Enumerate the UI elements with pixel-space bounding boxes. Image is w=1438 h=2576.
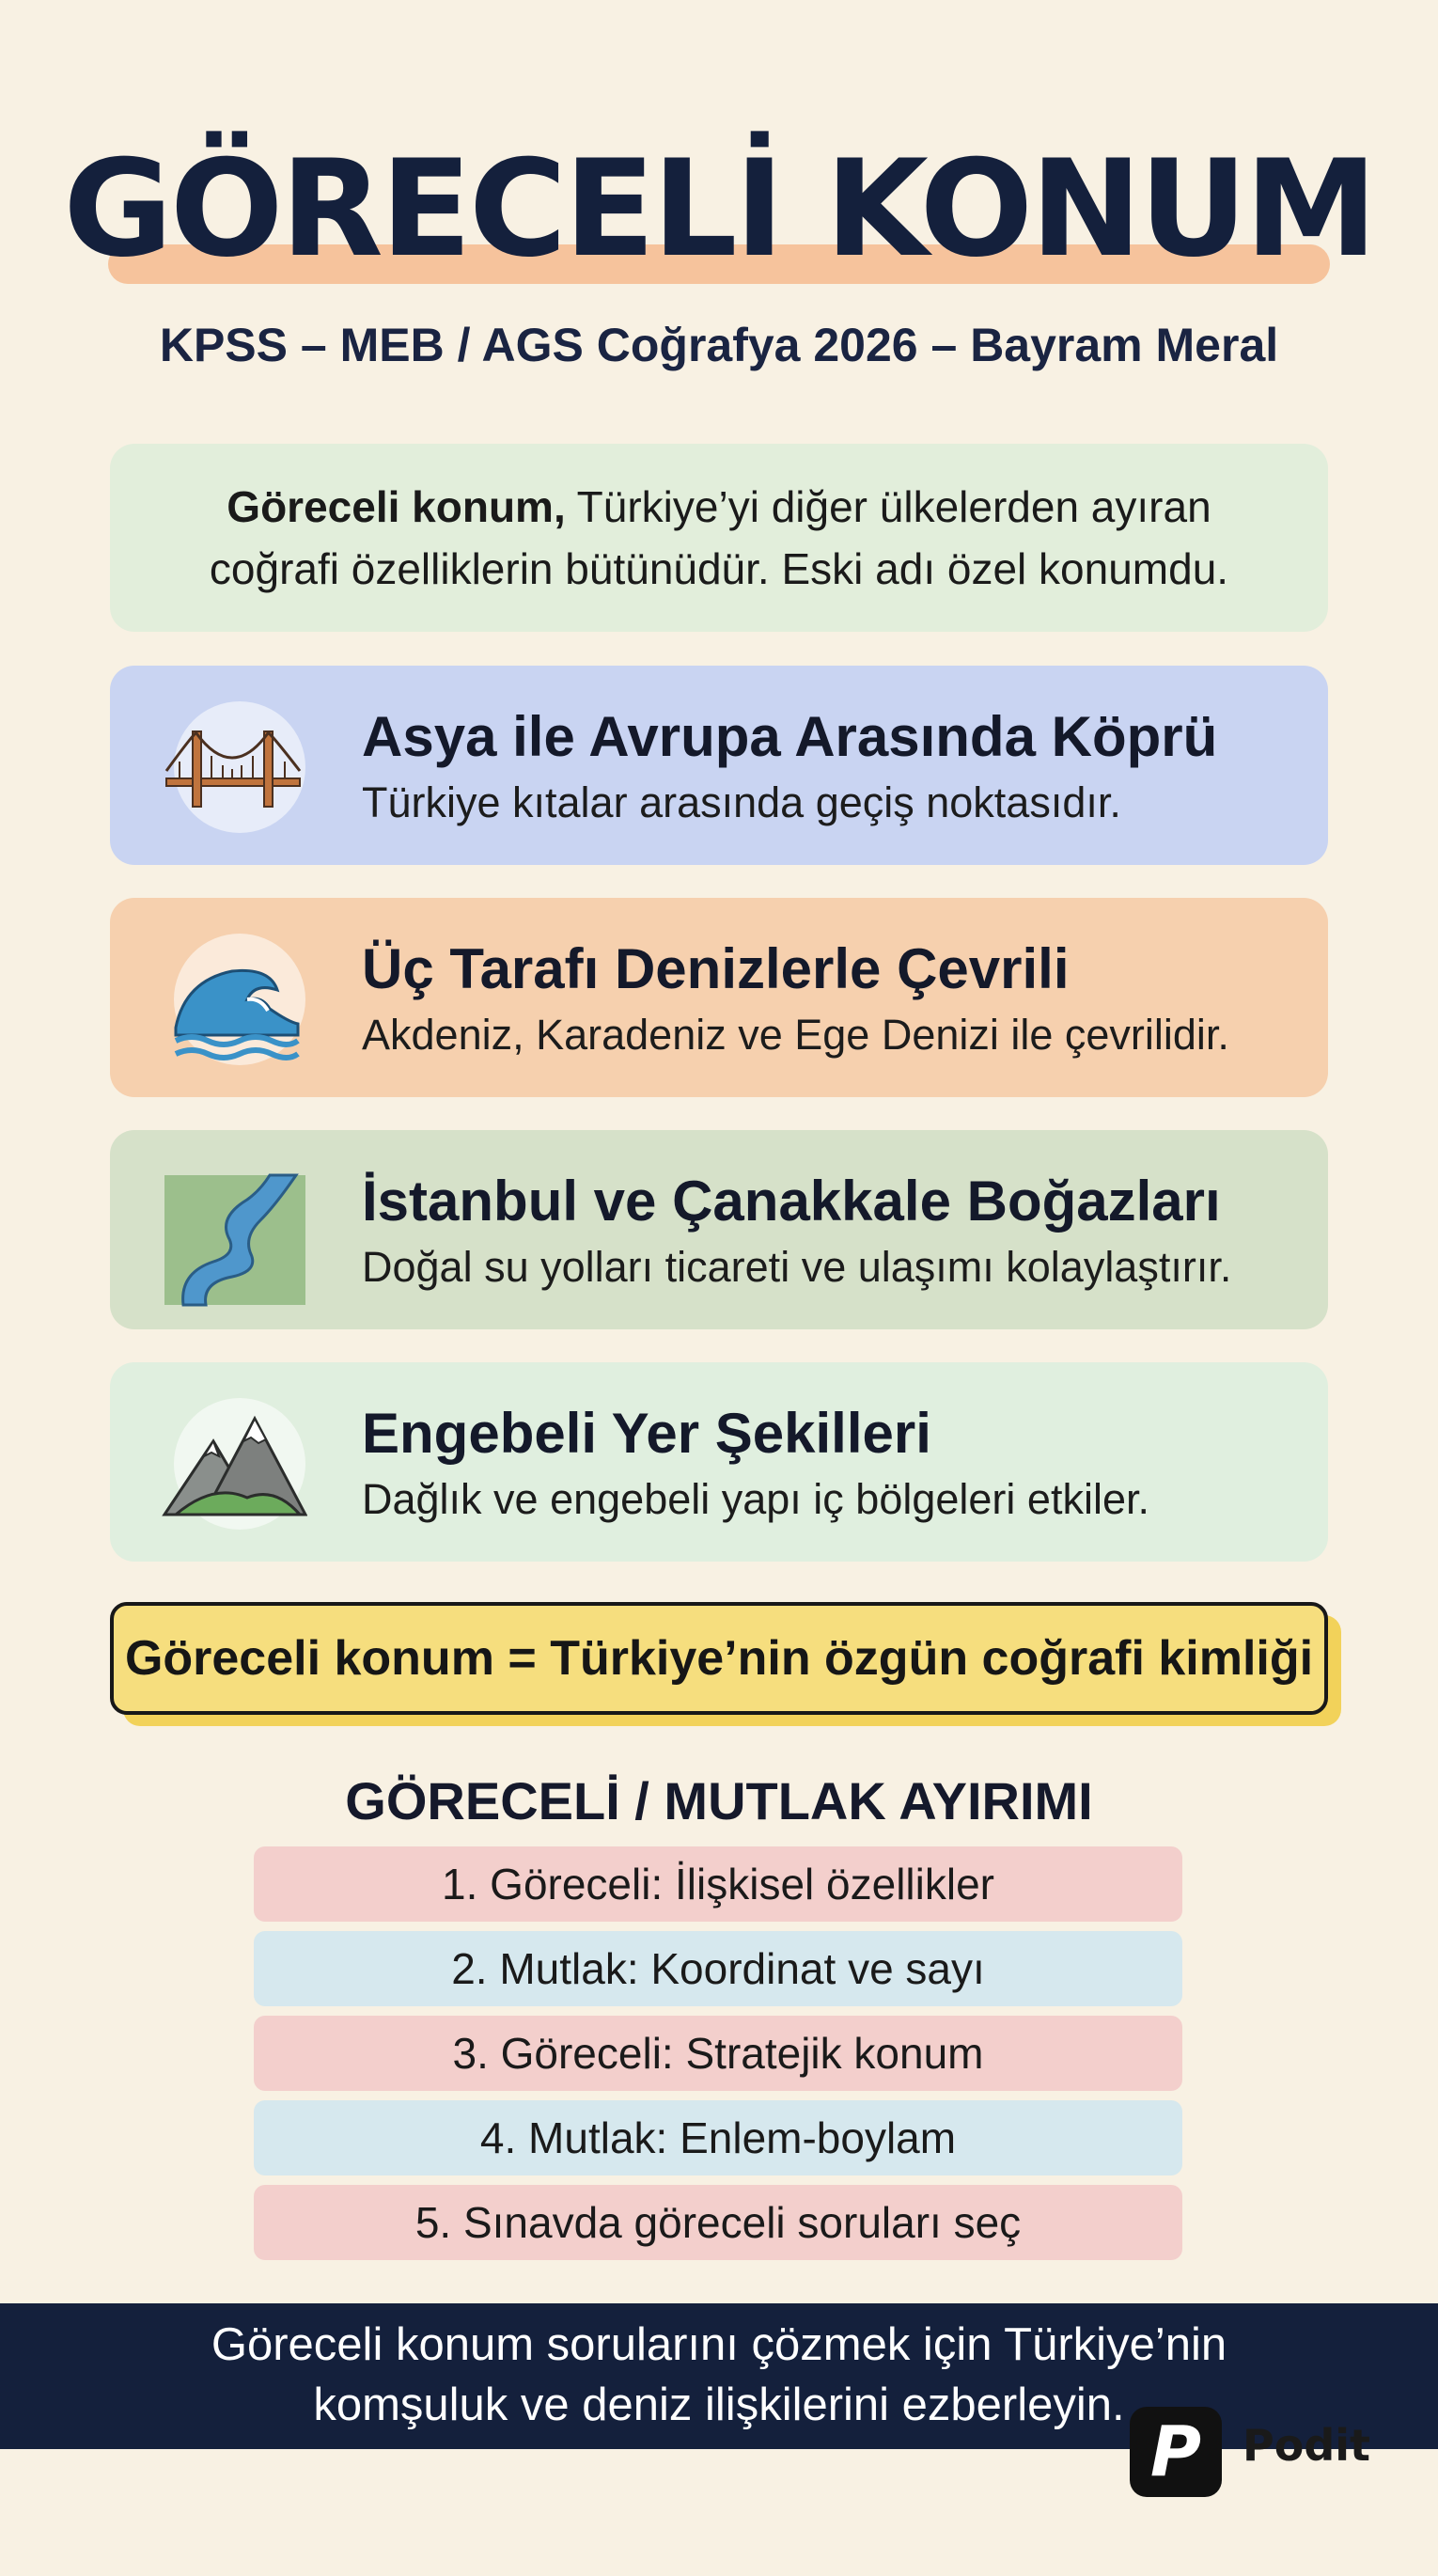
summary-banner: Göreceli konum = Türkiye’nin özgün coğrafi kimliği (110, 1602, 1328, 1715)
brand-logo-icon: P (1130, 2407, 1222, 2497)
list-item: 1. Göreceli: İlişkisel özellikler (254, 1846, 1182, 1922)
title-area (0, 127, 1438, 291)
card-title: Üç Tarafı Denizlerle Çevrili (362, 937, 1070, 1000)
page-title: GÖRECELİ KONUM (63, 132, 1375, 287)
intro-line1: Türkiye’yi diğer ülkelerden ayıran (565, 482, 1211, 531)
card-bridge (110, 666, 1328, 865)
footer-line-1: Göreceli konum sorularını çözmek için Türkiye’nin (211, 2319, 1227, 2370)
bridge-icon (157, 692, 307, 842)
card-straits (110, 1130, 1328, 1329)
page-subtitle: KPSS – MEB / AGS Coğrafya 2026 – Bayram Meral (159, 319, 1279, 371)
card-title: Asya ile Avrupa Arasında Köprü (362, 705, 1218, 768)
list-item: 2. Mutlak: Koordinat ve sayı (254, 1931, 1182, 2006)
list-item: 4. Mutlak: Enlem-boylam (254, 2100, 1182, 2175)
brand-name: Podit (1243, 2420, 1371, 2471)
footer-banner (0, 2303, 1438, 2449)
card-seas (110, 898, 1328, 1097)
wave-icon (157, 924, 307, 1075)
card-description: Akdeniz, Karadeniz ve Ege Denizi ile çevrilidir. (362, 1011, 1229, 1059)
card-terrain (110, 1362, 1328, 1562)
footer-line-2: komşuluk ve deniz ilişkilerini ezberleyin. (313, 2380, 1125, 2430)
intro-line2: coğrafi özelliklerin bütünüdür. Eski adı özel konumdu. (209, 544, 1229, 593)
list-heading: GÖRECELİ / MUTLAK AYIRIMI (345, 1771, 1093, 1830)
card-description: Dağlık ve engebeli yapı iç bölgeleri etkiler. (362, 1475, 1149, 1523)
intro-bold: Göreceli konum, (227, 482, 566, 531)
card-description: Türkiye kıtalar arasında geçiş noktasıdır. (362, 778, 1121, 826)
intro-box (110, 444, 1328, 632)
list-item: 3. Göreceli: Stratejik konum (254, 2016, 1182, 2091)
card-title: İstanbul ve Çanakkale Boğazları (362, 1170, 1221, 1233)
card-description: Doğal su yolları ticareti ve ulaşımı kolaylaştırır. (362, 1243, 1232, 1291)
intro-text (210, 476, 1228, 600)
list-item: 5. Sınavda göreceli soruları seç (254, 2185, 1182, 2260)
card-title: Engebeli Yer Şekilleri (362, 1402, 931, 1465)
mountain-icon (157, 1389, 307, 1539)
strait-map-icon (157, 1156, 307, 1307)
